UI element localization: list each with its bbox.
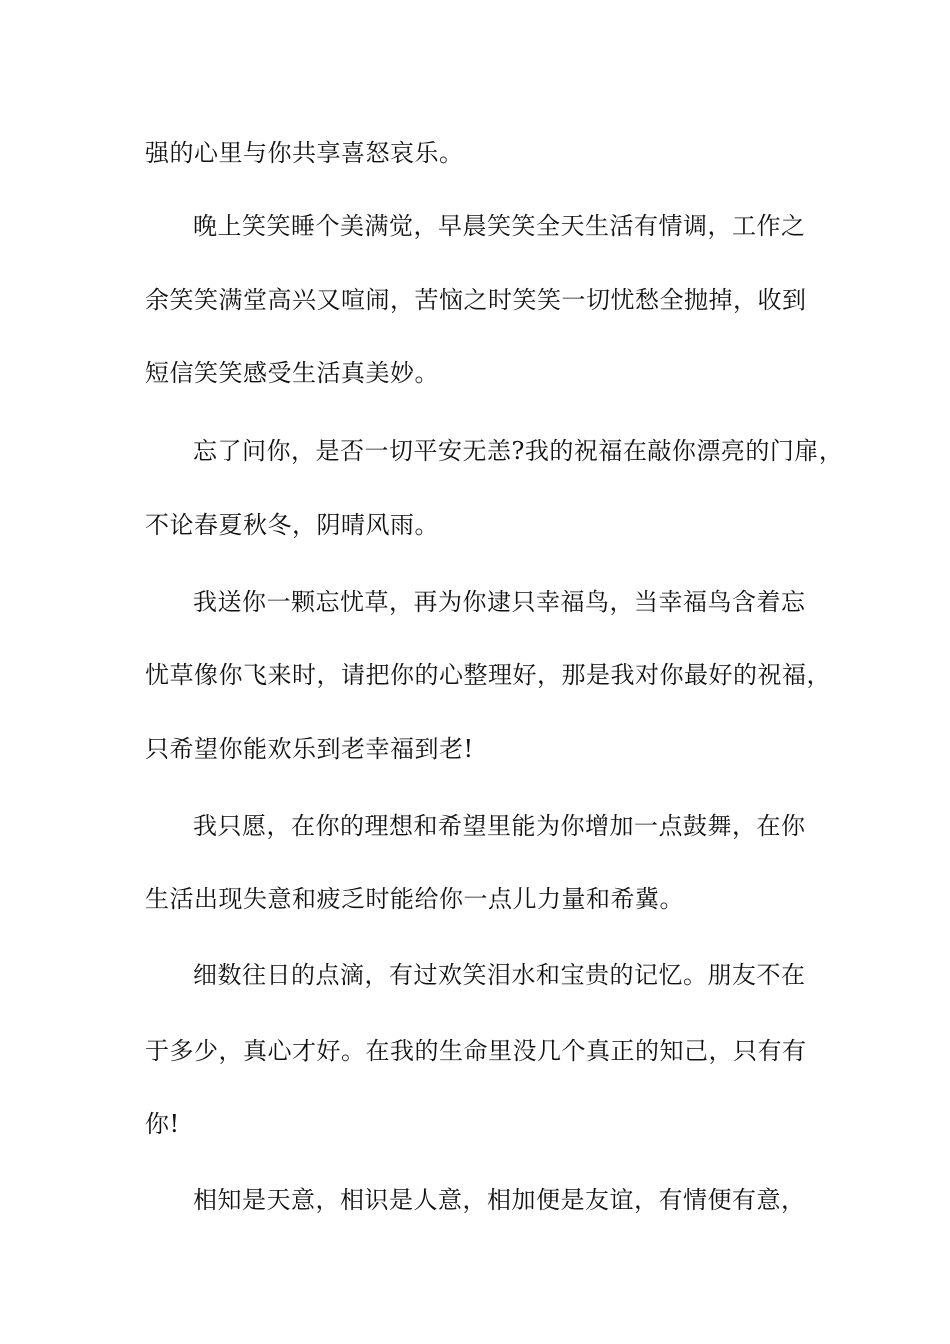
paragraph-first-line: 忘了问你，是否一切平安无恙?我的祝福在敲你漂亮的门扉， bbox=[193, 437, 844, 465]
text-line: 你! bbox=[145, 1110, 180, 1138]
text-line: 短信笑笑感受生活真美妙。 bbox=[145, 359, 439, 387]
paragraph-first-line: 我送你一颗忘忧草，再为你逮只幸福鸟，当幸福鸟含着忘 bbox=[193, 588, 806, 616]
paragraph-first-line: 晚上笑笑睡个美满觉，早晨笑笑全天生活有情调，工作之 bbox=[193, 212, 806, 240]
text-line: 忧草像你飞来时，请把你的心整理好，那是我对你最好的祝福， bbox=[145, 661, 831, 689]
text-line: 余笑笑满堂高兴又喧闹，苦恼之时笑笑一切忧愁全抛掉，收到 bbox=[145, 286, 807, 314]
paragraph-first-line: 相知是天意，相识是人意，相加便是友谊，有情便有意， bbox=[193, 1186, 806, 1214]
text-line: 强的心里与你共享喜怒哀乐。 bbox=[145, 139, 464, 167]
text-line: 生活出现失意和疲乏时能给你一点儿力量和希冀。 bbox=[145, 885, 684, 913]
text-line: 只希望你能欢乐到老幸福到老! bbox=[145, 735, 474, 763]
text-line: 不论春夏秋冬，阴晴风雨。 bbox=[145, 511, 439, 539]
paragraph-first-line: 细数往日的点滴，有过欢笑泪水和宝贵的记忆。朋友不在 bbox=[193, 961, 806, 989]
text-line: 于多少，真心才好。在我的生命里没几个真正的知己，只有有 bbox=[145, 1037, 807, 1065]
paragraph-first-line: 我只愿，在你的理想和希望里能为你增加一点鼓舞，在你 bbox=[193, 812, 806, 840]
